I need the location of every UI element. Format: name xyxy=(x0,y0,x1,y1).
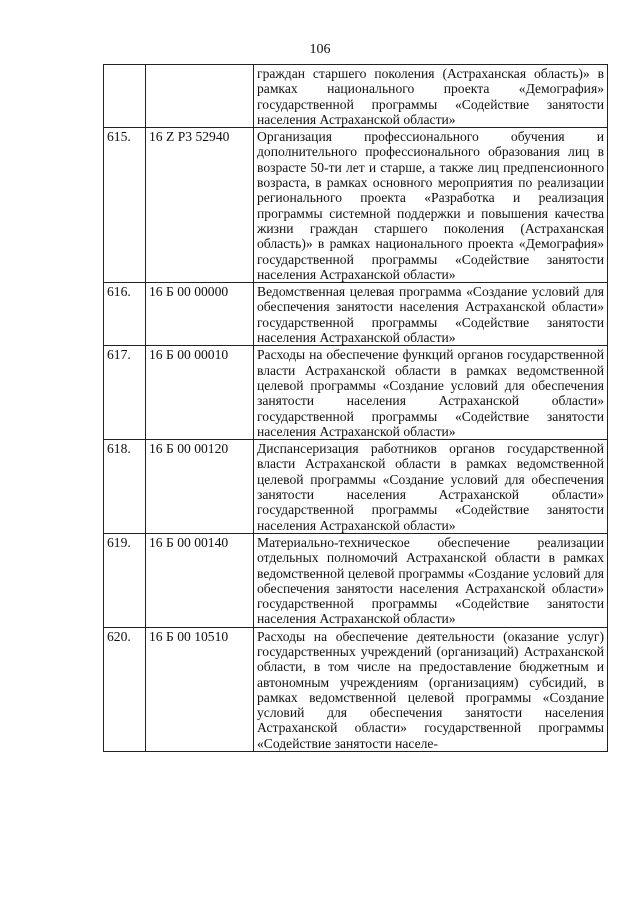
row-number xyxy=(104,65,146,128)
table-row xyxy=(104,65,608,128)
row-code: 16 Б 00 00120 xyxy=(146,440,254,534)
row-description: граждан старшего поколения (Астраханская область)» в рамках национального проекта «Демография» государственной программы «Содействие занятости населения Астраханской области» xyxy=(254,65,608,128)
table-row xyxy=(104,440,608,534)
row-number: 616. xyxy=(104,283,146,346)
row-number: 620. xyxy=(104,627,146,751)
table-row xyxy=(104,627,608,751)
row-number: 618. xyxy=(104,440,146,534)
page-number: 106 xyxy=(309,42,331,57)
row-description: Организация профессионального обучения и дополнительного профессионального образования лиц в возрасте 50-ти лет и старше, а также лиц предпенсионного возраста, в рамках основного мероприятия по реализации регионального проекта «Разработка и реализация программы системной поддержки и повышения качества жизни граждан старшего поколения (Астраханская область)» в рамках национального проекта «Демография» государственной программы «Содействие занятости населения Астраханской области» xyxy=(254,128,608,283)
row-code: 16 Б 00 10510 xyxy=(146,627,254,751)
row-description: Диспансеризация работников органов государственной власти Астраханской области в рамках ведомственной целевой программы «Создание условий для обеспечения занятости населения Астраханской области» государственной программы «Содействие занятости населения Астраханской области» xyxy=(254,440,608,534)
table-row xyxy=(104,128,608,283)
row-number: 619. xyxy=(104,533,146,627)
row-number: 615. xyxy=(104,128,146,283)
row-description: Ведомственная целевая программа «Создание условий для обеспечения занятости населения Астраханской области» государственной программы «Содействие занятости населения Астраханской области» xyxy=(254,283,608,346)
table-row xyxy=(104,346,608,440)
row-number: 617. xyxy=(104,346,146,440)
row-description: Расходы на обеспечение функций органов государственной власти Астраханской области в рамках ведомственной целевой программы «Создание условий для обеспечения занятости населения Астраханской области» государственной программы «Содействие занятости населения Астраханской области» xyxy=(254,346,608,440)
row-code: 16 Б 00 00010 xyxy=(146,346,254,440)
row-code: 16 Z P3 52940 xyxy=(146,128,254,283)
row-description: Расходы на обеспечение деятельности (оказание услуг) государственных учреждений (организаций) Астраханской области, в том числе на предоставление бюджетным и автономным учреждениям (организациям) субсидий, в рамках ведомственной целевой программы «Создание условий для обеспечения занятости населения Астраханской области» государственной программы «Содействие занятости населе- xyxy=(254,627,608,751)
table-row xyxy=(104,283,608,346)
row-description: Материально-техническое обеспечение реализации отдельных полномочий Астраханской области в рамках ведомственной целевой программы «Создание условий для обеспечения занятости населения Астраханской области» государственной программы «Содействие занятости населения Астраханской области» xyxy=(254,533,608,627)
budget-classification-table xyxy=(103,64,608,752)
row-code: 16 Б 00 00000 xyxy=(146,283,254,346)
table-row xyxy=(104,533,608,627)
row-code xyxy=(146,65,254,128)
row-code: 16 Б 00 00140 xyxy=(146,533,254,627)
